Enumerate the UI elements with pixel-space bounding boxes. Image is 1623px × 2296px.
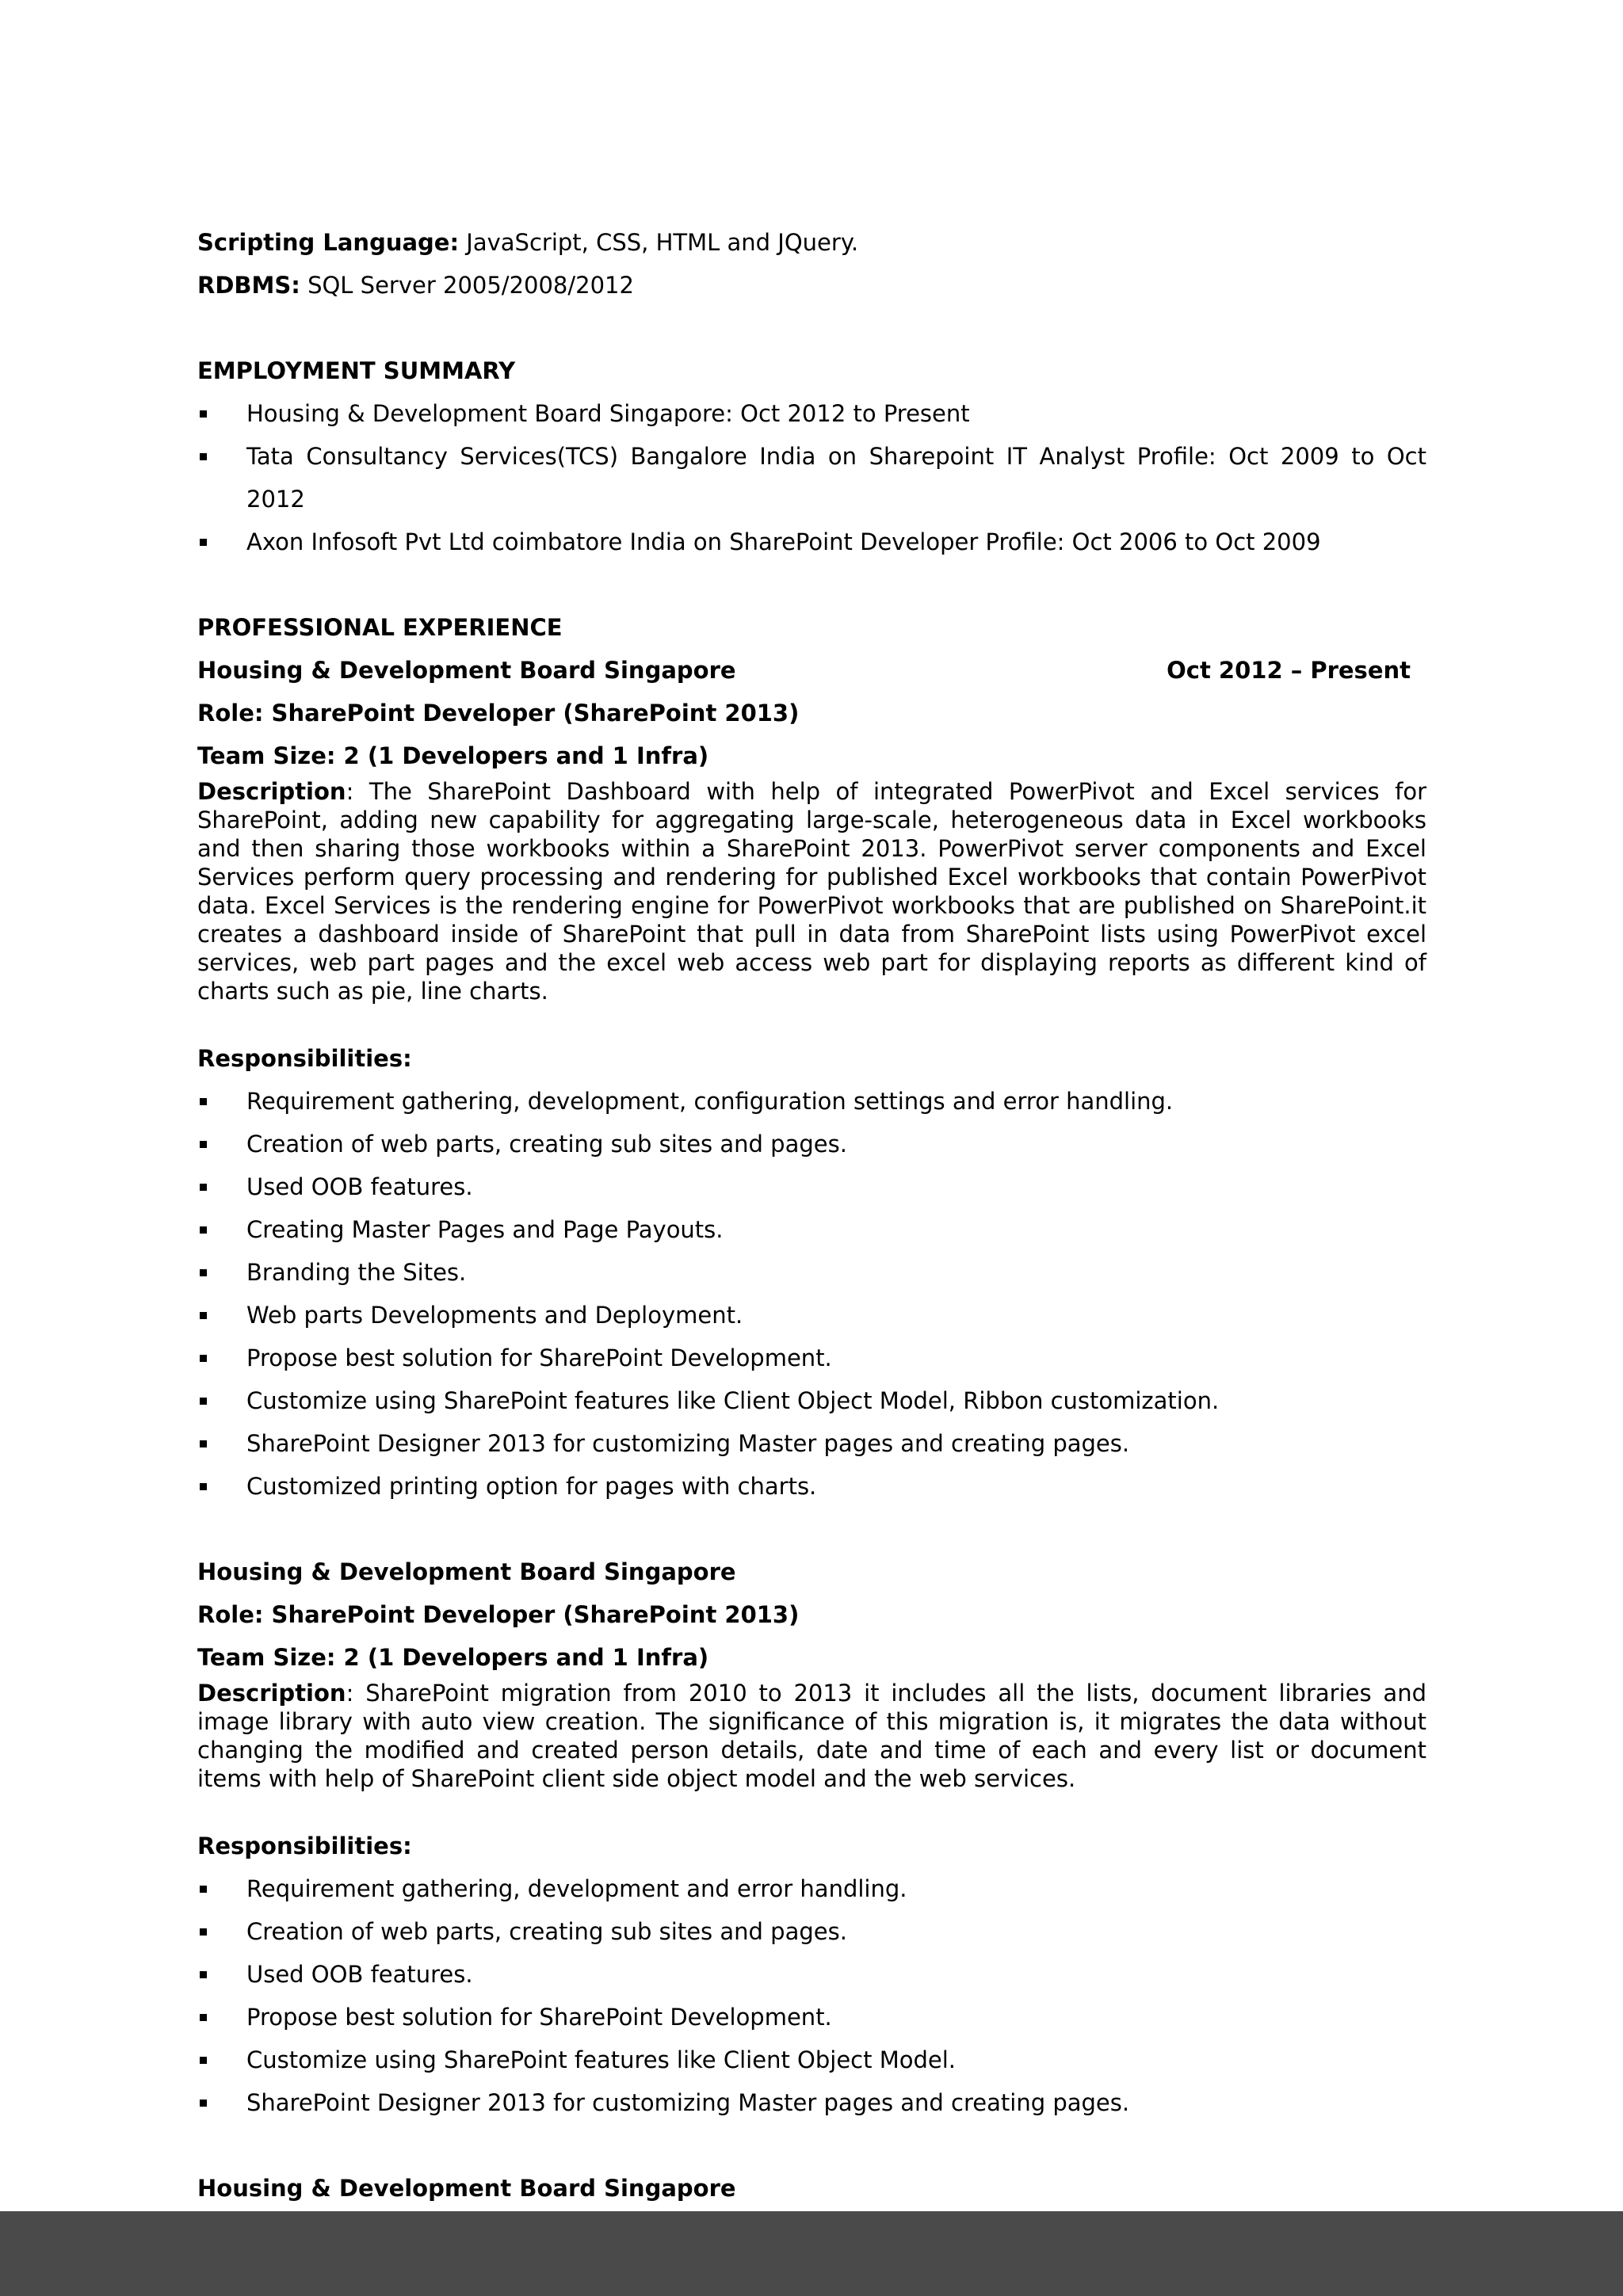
employment-summary-heading: EMPLOYMENT SUMMARY	[197, 357, 516, 384]
list-item: Axon Infosoft Pvt Ltd coimbatore India on SharePoint Developer Profile: Oct 2006 to Oct 2009	[197, 521, 1426, 563]
list-item: Branding the Sites.	[197, 1251, 1426, 1294]
project-2-description-text: : SharePoint migration from 2010 to 2013 it includes all the lists, document libraries and image library with auto view creation. The significance of this migration is, it migrates the data without changing the modified and created person details, date and time of each and every list or document items with help of SharePoint client side object model and the web services.	[197, 1680, 1426, 1792]
project-1-description	[197, 777, 1426, 1005]
list-item: Customize using SharePoint features like Client Object Model.	[197, 2039, 1426, 2081]
project-1-description-text: : The SharePoint Dashboard with help of integrated PowerPivot and Excel services for SharePoint, adding new capability for aggregating large-scale, heterogeneous data in Excel workbooks and then sharing those workbooks within a SharePoint 2013. PowerPivot server components and Excel Services perform query processing and rendering for published Excel workbooks that contain PowerPivot data. Excel Services is the rendering engine for PowerPivot workbooks that are published on SharePoint.it creates a dashboard inside of SharePoint that pull in data from SharePoint lists using PowerPivot excel services, web part pages and the excel web access web part for displaying reports as different kind of charts such as pie, line charts.	[197, 778, 1426, 1005]
list-item: Housing & Development Board Singapore: Oct 2012 to Present	[197, 392, 1426, 435]
list-item: Propose best solution for SharePoint Development.	[197, 1996, 1426, 2039]
employment-summary-list	[197, 392, 1426, 563]
list-item: Creating Master Pages and Page Payouts.	[197, 1208, 1426, 1251]
list-item: Used OOB features.	[197, 1953, 1426, 1996]
project-1-description-label: Description	[197, 778, 346, 805]
project-2-company: Housing & Development Board Singapore	[197, 1558, 736, 1585]
footer-bar	[0, 2211, 1623, 2296]
project-2-team-size: Team Size: 2 (1 Developers and 1 Infra)	[197, 1644, 709, 1671]
project-1-header	[197, 649, 1426, 692]
list-item: Creation of web parts, creating sub sites and pages.	[197, 1123, 1426, 1165]
skill-scripting-label: Scripting Language:	[197, 229, 460, 256]
project-1-responsibilities-list	[197, 1080, 1426, 1508]
skill-scripting-value: JavaScript, CSS, HTML and JQuery.	[459, 229, 859, 256]
list-item: Propose best solution for SharePoint Development.	[197, 1337, 1426, 1379]
list-item: SharePoint Designer 2013 for customizing Master pages and creating pages.	[197, 1422, 1426, 1465]
list-item: Customize using SharePoint features like Client Object Model, Ribbon customization.	[197, 1379, 1426, 1422]
project-1-team-size: Team Size: 2 (1 Developers and 1 Infra)	[197, 742, 709, 769]
skill-rdbms-value: SQL Server 2005/2008/2012	[300, 272, 634, 299]
list-item: Customized printing option for pages with charts.	[197, 1465, 1426, 1508]
list-item: Creation of web parts, creating sub sites and pages.	[197, 1910, 1426, 1953]
project-2-responsibilities-list	[197, 1867, 1426, 2124]
project-2-responsibilities-heading: Responsibilities:	[197, 1833, 412, 1859]
project-1-company: Housing & Development Board Singapore	[197, 657, 736, 684]
project-2-description-label: Description	[197, 1680, 346, 1707]
project-1-role: Role: SharePoint Developer (SharePoint 2013)	[197, 700, 800, 727]
skill-rdbms-label: RDBMS:	[197, 272, 300, 299]
project-3-company: Housing & Development Board Singapore	[197, 2175, 736, 2202]
skill-scripting	[197, 221, 1426, 264]
list-item: SharePoint Designer 2013 for customizing Master pages and creating pages.	[197, 2081, 1426, 2124]
skill-rdbms	[197, 264, 1426, 307]
list-item: Used OOB features.	[197, 1165, 1426, 1208]
list-item: Requirement gathering, development and error handling.	[197, 1867, 1426, 1910]
list-item: Requirement gathering, development, configuration settings and error handling.	[197, 1080, 1426, 1123]
project-2-description	[197, 1679, 1426, 1793]
list-item: Web parts Developments and Deployment.	[197, 1294, 1426, 1337]
project-1-responsibilities-heading: Responsibilities:	[197, 1045, 412, 1072]
resume-content	[197, 221, 1426, 2210]
project-1-period: Oct 2012 – Present	[1167, 657, 1411, 684]
list-item: Tata Consultancy Services(TCS) Bangalore India on Sharepoint IT Analyst Profile: Oct 2009 to Oct 2012	[197, 435, 1426, 521]
professional-experience-heading: PROFESSIONAL EXPERIENCE	[197, 614, 563, 641]
project-2-role: Role: SharePoint Developer (SharePoint 2013)	[197, 1601, 800, 1628]
